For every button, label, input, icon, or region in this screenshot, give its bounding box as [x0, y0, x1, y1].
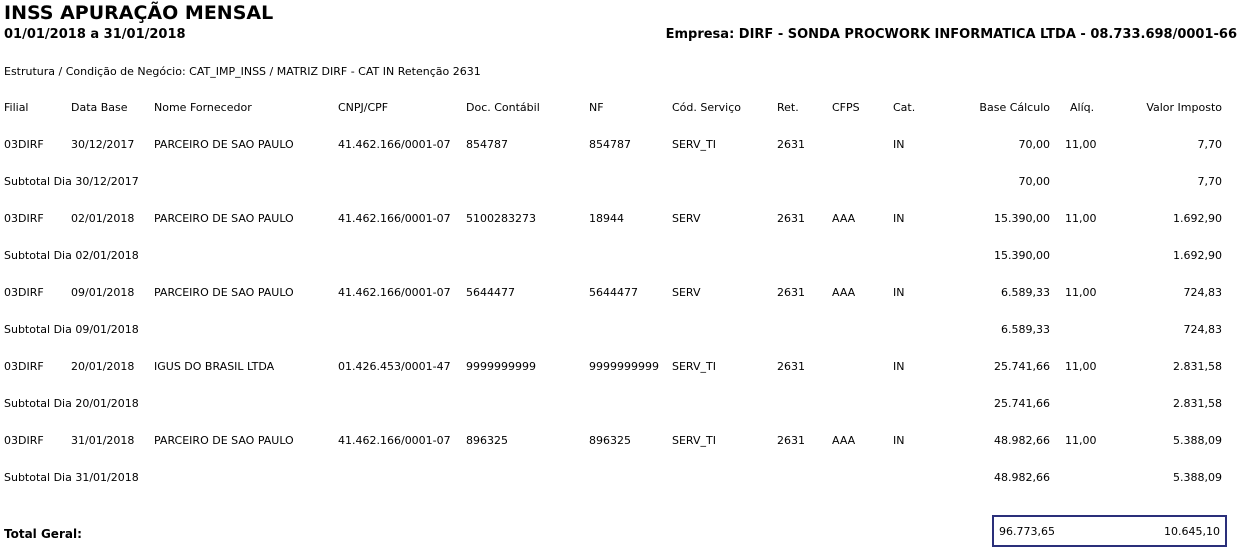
subtotal-label: Subtotal Dia 20/01/2018 [4, 397, 139, 410]
subtotal-base: 48.982,66 [994, 471, 1050, 484]
col-doc-contabil: 5100283273 [466, 212, 536, 225]
col-cnpj: 01.426.453/0001-47 [338, 360, 451, 373]
col-nome-fornecedor: PARCEIRO DE SAO PAULO [154, 286, 294, 299]
col-valor-imposto: 5.388,09 [1173, 434, 1222, 447]
col-valor-imposto: 724,83 [1183, 286, 1222, 299]
col-filial: 03DIRF [4, 212, 44, 225]
col-cfps: AAA [832, 212, 856, 225]
subtotal-label: Subtotal Dia 02/01/2018 [4, 249, 139, 262]
col-cat: IN [893, 212, 905, 225]
column-header: Data Base [71, 101, 128, 114]
col-aliq: 11,00 [1065, 138, 1097, 151]
col-filial: 03DIRF [4, 138, 44, 151]
col-cat: IN [893, 434, 905, 447]
col-aliq: 11,00 [1065, 286, 1097, 299]
col-nf: 854787 [589, 138, 631, 151]
col-data-base: 31/01/2018 [71, 434, 135, 447]
col-doc-contabil: 854787 [466, 138, 508, 151]
col-data-base: 09/01/2018 [71, 286, 135, 299]
col-cat: IN [893, 360, 905, 373]
col-cat: IN [893, 138, 905, 151]
grand-total-base: 96.773,65 [999, 525, 1055, 538]
col-ret: 2631 [777, 434, 805, 447]
col-cnpj: 41.462.166/0001-07 [338, 212, 451, 225]
col-nf: 18944 [589, 212, 624, 225]
col-nf: 9999999999 [589, 360, 659, 373]
col-cnpj: 41.462.166/0001-07 [338, 434, 451, 447]
report-title: INSS APURAÇÃO MENSAL [4, 2, 274, 24]
column-header: Cat. [893, 101, 916, 114]
col-doc-contabil: 9999999999 [466, 360, 536, 373]
col-nf: 896325 [589, 434, 631, 447]
grand-total-valor: 10.645,10 [1164, 525, 1220, 538]
col-valor-imposto: 7,70 [1197, 138, 1222, 151]
col-doc-contabil: 5644477 [466, 286, 515, 299]
structure-condition: Estrutura / Condição de Negócio: CAT_IMP_INSS / MATRIZ DIRF - CAT IN Retenção 2631 [4, 65, 481, 78]
subtotal-valor: 1.692,90 [1173, 249, 1222, 262]
column-header: Nome Fornecedor [154, 101, 252, 114]
column-header: CNPJ/CPF [338, 101, 389, 114]
col-ret: 2631 [777, 212, 805, 225]
col-cfps: AAA [832, 434, 856, 447]
col-filial: 03DIRF [4, 360, 44, 373]
col-filial: 03DIRF [4, 286, 44, 299]
column-header: Alíq. [1070, 101, 1095, 114]
col-data-base: 20/01/2018 [71, 360, 135, 373]
col-cod-servico: SERV_TI [672, 434, 716, 447]
col-data-base: 02/01/2018 [71, 212, 135, 225]
col-nome-fornecedor: IGUS DO BRASIL LTDA [154, 360, 275, 373]
col-filial: 03DIRF [4, 434, 44, 447]
subtotal-base: 15.390,00 [994, 249, 1050, 262]
col-aliq: 11,00 [1065, 212, 1097, 225]
col-cod-servico: SERV [672, 212, 701, 225]
subtotal-valor: 2.831,58 [1173, 397, 1222, 410]
col-ret: 2631 [777, 138, 805, 151]
subtotal-valor: 5.388,09 [1173, 471, 1222, 484]
col-cfps: AAA [832, 286, 856, 299]
col-base-calculo: 48.982,66 [994, 434, 1050, 447]
col-nome-fornecedor: PARCEIRO DE SAO PAULO [154, 138, 294, 151]
col-cat: IN [893, 286, 905, 299]
col-base-calculo: 70,00 [1018, 138, 1050, 151]
col-cnpj: 41.462.166/0001-07 [338, 286, 451, 299]
col-nome-fornecedor: PARCEIRO DE SAO PAULO [154, 212, 294, 225]
col-valor-imposto: 2.831,58 [1173, 360, 1222, 373]
subtotal-base: 70,00 [1018, 175, 1050, 188]
column-header: Ret. [777, 101, 799, 114]
col-cod-servico: SERV [672, 286, 701, 299]
report-period: 01/01/2018 a 31/01/2018 [4, 27, 186, 42]
grand-total-box [992, 515, 1227, 547]
col-cod-servico: SERV_TI [672, 360, 716, 373]
column-header: CFPS [832, 101, 860, 114]
column-header: Base Cálculo [979, 101, 1050, 114]
subtotal-label: Subtotal Dia 09/01/2018 [4, 323, 139, 336]
col-data-base: 30/12/2017 [71, 138, 135, 151]
col-ret: 2631 [777, 286, 805, 299]
column-header: NF [589, 101, 604, 114]
col-nf: 5644477 [589, 286, 638, 299]
col-aliq: 11,00 [1065, 360, 1097, 373]
column-header: Cód. Serviço [672, 101, 742, 114]
col-base-calculo: 6.589,33 [1001, 286, 1050, 299]
col-doc-contabil: 896325 [466, 434, 508, 447]
column-header: Valor Imposto [1146, 101, 1222, 114]
subtotal-label: Subtotal Dia 30/12/2017 [4, 175, 139, 188]
grand-total-label: Total Geral: [4, 527, 82, 541]
company-info: Empresa: DIRF - SONDA PROCWORK INFORMATICA LTDA - 08.733.698/0001-66 [665, 27, 1237, 42]
col-cod-servico: SERV_TI [672, 138, 716, 151]
col-base-calculo: 25.741,66 [994, 360, 1050, 373]
col-base-calculo: 15.390,00 [994, 212, 1050, 225]
subtotal-valor: 7,70 [1197, 175, 1222, 188]
subtotal-base: 6.589,33 [1001, 323, 1050, 336]
col-valor-imposto: 1.692,90 [1173, 212, 1222, 225]
column-header: Doc. Contábil [466, 101, 540, 114]
col-ret: 2631 [777, 360, 805, 373]
subtotal-valor: 724,83 [1183, 323, 1222, 336]
subtotal-label: Subtotal Dia 31/01/2018 [4, 471, 139, 484]
subtotal-base: 25.741,66 [994, 397, 1050, 410]
col-nome-fornecedor: PARCEIRO DE SAO PAULO [154, 434, 294, 447]
col-aliq: 11,00 [1065, 434, 1097, 447]
column-header: Filial [4, 101, 29, 114]
col-cnpj: 41.462.166/0001-07 [338, 138, 451, 151]
